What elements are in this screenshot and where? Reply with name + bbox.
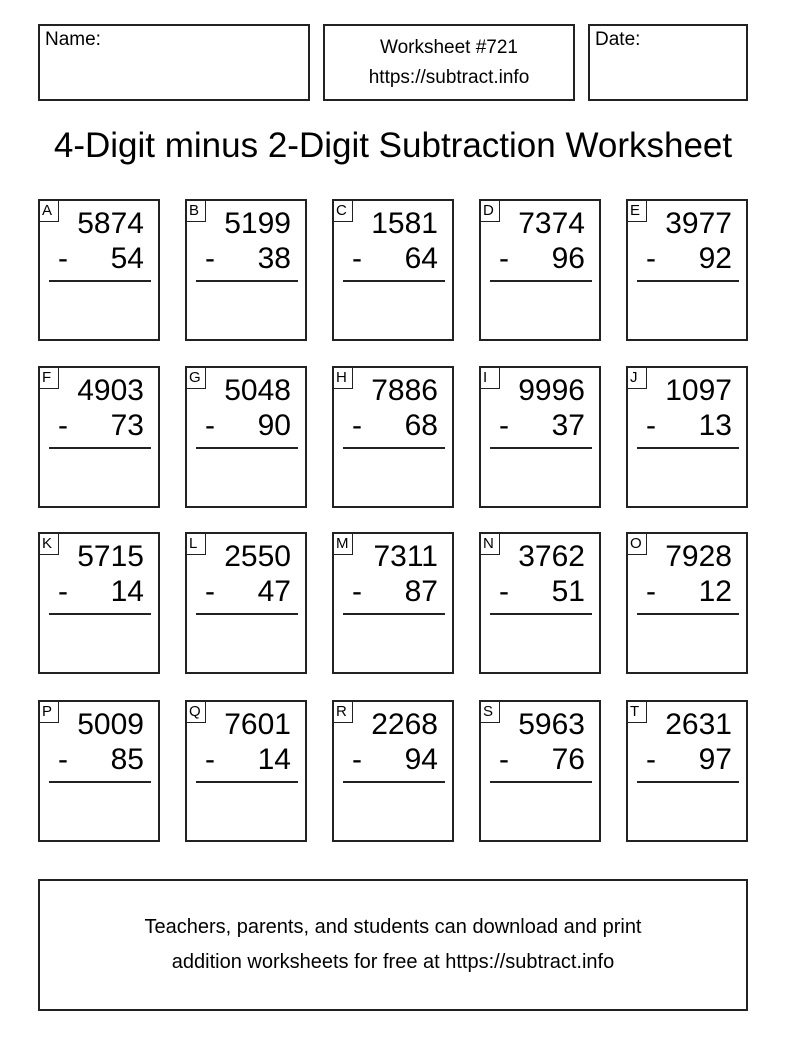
answer-line [637,781,739,783]
problem-box-a[interactable] [38,199,160,341]
subtrahend: 76 [551,743,585,776]
problem-letter: L [186,533,206,555]
problem-letter: O [627,533,647,555]
worksheet-info-box [323,24,575,101]
minus-sign: - [646,743,656,776]
minuend: 7601 [224,708,291,741]
answer-line [343,613,445,615]
minus-sign: - [58,242,68,275]
minuend: 9996 [518,374,585,407]
subtrahend: 64 [404,242,438,275]
problem-letter: D [480,200,500,222]
problem-box-l[interactable] [185,532,307,674]
problem-letter: F [39,367,59,389]
problem-letter: K [39,533,59,555]
problem-box-c[interactable] [332,199,454,341]
problem-letter: E [627,200,647,222]
subtrahend: 87 [404,575,438,608]
minus-sign: - [499,409,509,442]
subtrahend: 14 [257,743,291,776]
date-label: Date: [595,29,641,50]
subtrahend: 38 [257,242,291,275]
footer-box [38,879,748,1011]
subtrahend: 68 [404,409,438,442]
answer-line [196,447,298,449]
problem-box-i[interactable] [479,366,601,508]
problem-box-m[interactable] [332,532,454,674]
minus-sign: - [646,575,656,608]
minus-sign: - [205,409,215,442]
answer-line [196,613,298,615]
minuend: 5963 [518,708,585,741]
subtrahend: 96 [551,242,585,275]
answer-line [490,613,592,615]
minus-sign: - [352,409,362,442]
problem-box-r[interactable] [332,700,454,842]
minus-sign: - [58,409,68,442]
subtrahend: 13 [698,409,732,442]
subtrahend: 90 [257,409,291,442]
problem-letter: T [627,701,647,723]
problem-letter: S [480,701,500,723]
problem-box-t[interactable] [626,700,748,842]
minuend: 7311 [373,540,438,573]
problem-letter: N [480,533,500,555]
minuend: 4903 [77,374,144,407]
subtrahend: 54 [110,242,144,275]
problem-letter: G [186,367,206,389]
minuend: 2550 [224,540,291,573]
subtrahend: 51 [551,575,585,608]
minuend: 1097 [665,374,732,407]
minuend: 3762 [518,540,585,573]
answer-line [49,280,151,282]
minus-sign: - [352,743,362,776]
problem-box-h[interactable] [332,366,454,508]
worksheet-url: https://subtract.info [368,66,530,88]
subtrahend: 92 [698,242,732,275]
minuend: 2631 [665,708,732,741]
name-field-box[interactable] [38,24,310,101]
problem-box-b[interactable] [185,199,307,341]
problem-letter: H [333,367,353,389]
minus-sign: - [352,575,362,608]
minus-sign: - [499,575,509,608]
answer-line [196,280,298,282]
minus-sign: - [646,409,656,442]
answer-line [343,447,445,449]
subtrahend: 73 [110,409,144,442]
problem-box-d[interactable] [479,199,601,341]
minuend: 5199 [224,207,291,240]
subtrahend: 14 [110,575,144,608]
minuend: 7374 [518,207,585,240]
minus-sign: - [205,575,215,608]
minus-sign: - [205,242,215,275]
minuend: 7928 [665,540,732,573]
problem-box-g[interactable] [185,366,307,508]
problem-letter: P [39,701,59,723]
minuend: 1581 [371,207,438,240]
problem-box-k[interactable] [38,532,160,674]
minus-sign: - [58,575,68,608]
problem-box-p[interactable] [38,700,160,842]
answer-line [49,447,151,449]
problem-box-s[interactable] [479,700,601,842]
problem-box-q[interactable] [185,700,307,842]
problem-box-j[interactable] [626,366,748,508]
date-field-box[interactable] [588,24,748,101]
problem-letter: M [333,533,353,555]
problem-letter: J [627,367,647,389]
answer-line [637,613,739,615]
page-title: 4-Digit minus 2-Digit Subtraction Worksheet [53,126,733,165]
answer-line [343,781,445,783]
answer-line [343,280,445,282]
subtrahend: 12 [698,575,732,608]
footer-line-2: addition worksheets for free at https://subtract.info [171,951,615,973]
problem-box-f[interactable] [38,366,160,508]
minuend: 2268 [371,708,438,741]
answer-line [637,280,739,282]
answer-line [490,280,592,282]
minuend: 5874 [77,207,144,240]
name-label: Name: [45,29,101,50]
minus-sign: - [499,743,509,776]
problem-box-n[interactable] [479,532,601,674]
problem-letter: C [333,200,353,222]
answer-line [490,781,592,783]
answer-line [196,781,298,783]
answer-line [490,447,592,449]
answer-line [49,613,151,615]
problem-box-e[interactable] [626,199,748,341]
worksheet-number: Worksheet #721 [379,36,518,58]
minus-sign: - [58,743,68,776]
subtrahend: 94 [404,743,438,776]
problem-letter: Q [186,701,206,723]
minuend: 5009 [77,708,144,741]
minuend: 5048 [224,374,291,407]
answer-line [49,781,151,783]
problem-letter: R [333,701,353,723]
subtrahend: 37 [551,409,585,442]
problem-letter: I [480,367,500,389]
subtrahend: 97 [698,743,732,776]
footer-line-1: Teachers, parents, and students can download and print [144,916,642,938]
problem-letter: A [39,200,59,222]
minus-sign: - [499,242,509,275]
problem-box-o[interactable] [626,532,748,674]
minus-sign: - [646,242,656,275]
answer-line [637,447,739,449]
minuend: 7886 [371,374,438,407]
subtrahend: 85 [110,743,144,776]
minus-sign: - [352,242,362,275]
subtrahend: 47 [257,575,291,608]
minuend: 5715 [77,540,144,573]
problem-letter: B [186,200,206,222]
minus-sign: - [205,743,215,776]
minuend: 3977 [665,207,732,240]
